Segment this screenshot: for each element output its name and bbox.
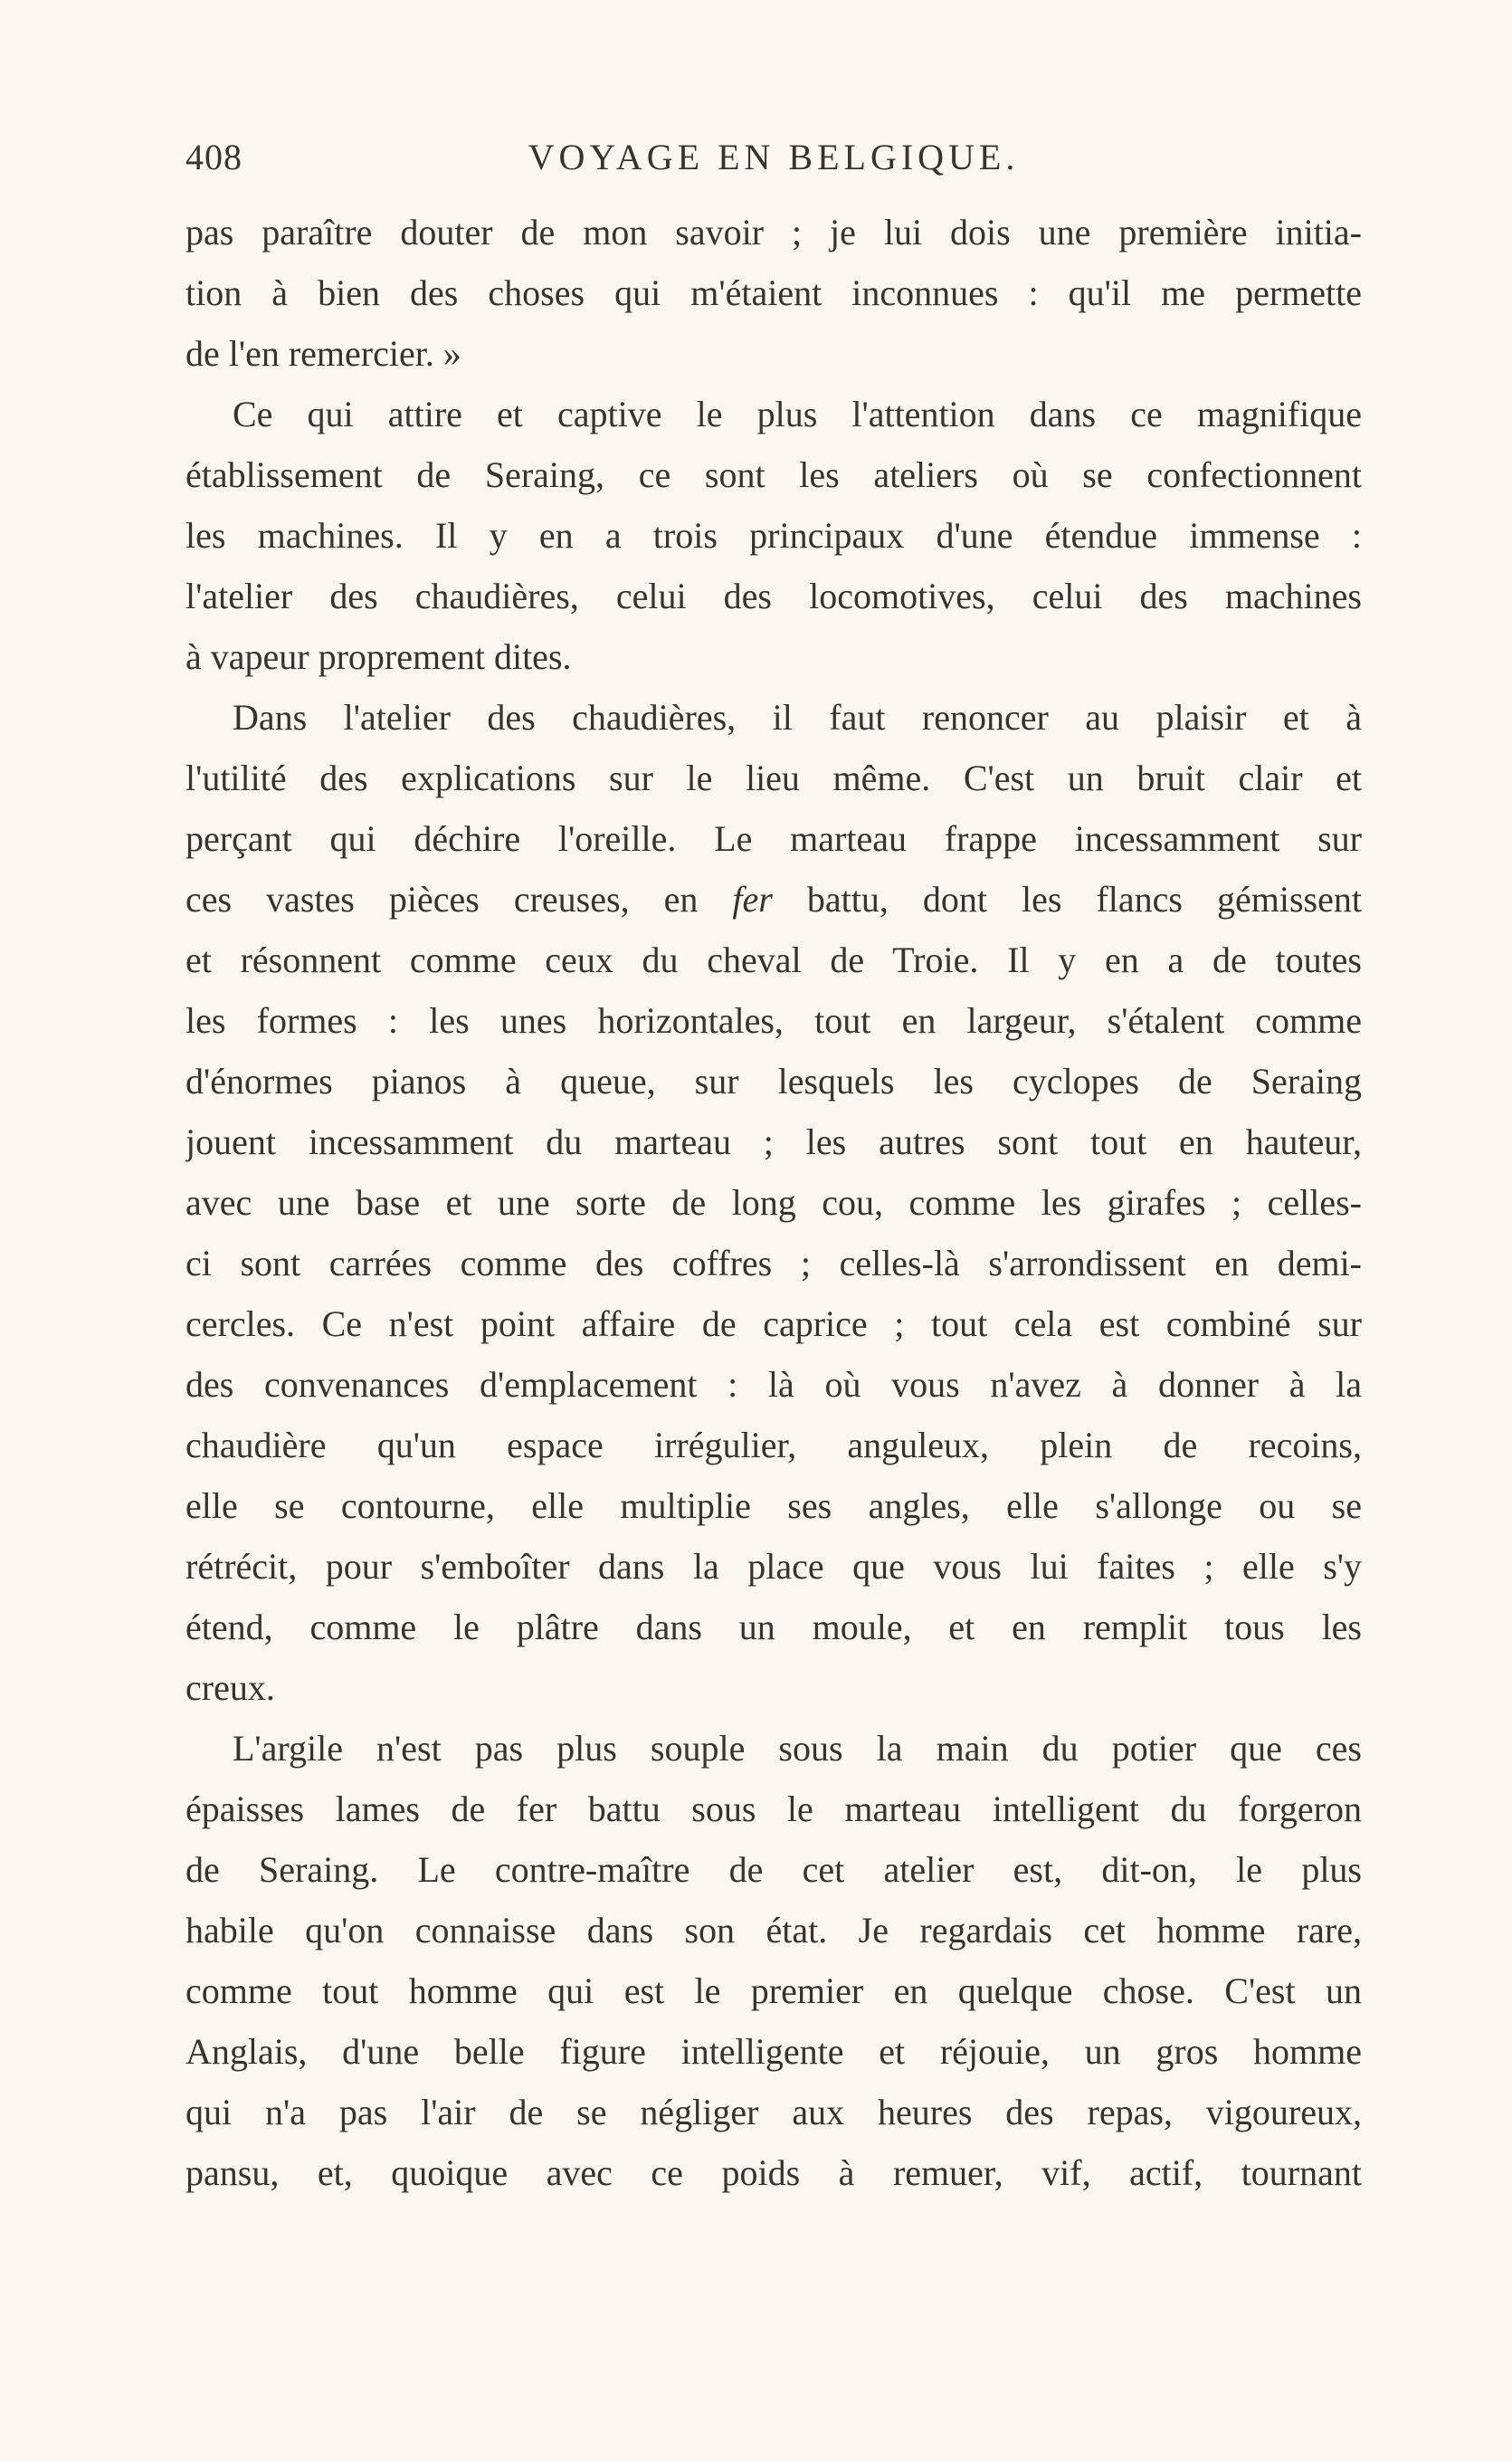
running-title: VOYAGE EN BELGIQUE. <box>528 137 1020 177</box>
text-line: pas paraître douter de mon savoir ; je lui dois une première initia- <box>185 212 1362 253</box>
text-line: pansu, et, quoique avec ce poids à remuer, vif, actif, tournant <box>185 2152 1362 2193</box>
text-line: L'argile n'est pas plus souple sous la main du potier que ces <box>233 1728 1362 1769</box>
text-line: étend, comme le plâtre dans un moule, et en remplit tous les <box>185 1607 1362 1647</box>
text-line: chaudière qu'un espace irrégulier, anguleux, plein de recoins, <box>185 1425 1362 1465</box>
text-line: elle se contourne, elle multiplie ses angles, elle s'allonge ou se <box>185 1485 1362 1526</box>
text-line: ci sont carrées comme des coffres ; celles-là s'arrondissent en demi- <box>185 1243 1362 1283</box>
text-line: les machines. Il y en a trois principaux d'une étendue immense : <box>185 515 1362 556</box>
text-line: Anglais, d'une belle figure intelligente et réjouie, un gros homme <box>185 2031 1362 2072</box>
text-line: qui n'a pas l'air de se négliger aux heures des repas, vigoureux, <box>185 2092 1362 2132</box>
page-header <box>185 136 1362 190</box>
text-line: de l'en remercier. » <box>185 333 461 374</box>
text-line: d'énormes pianos à queue, sur lesquels les cyclopes de Seraing <box>185 1061 1362 1102</box>
text-line: établissement de Seraing, ce sont les ateliers où se confectionnent <box>185 454 1362 495</box>
text-line: et résonnent comme ceux du cheval de Troie. Il y en a de toutes <box>185 940 1362 980</box>
text-line: l'atelier des chaudières, celui des locomotives, celui des machines <box>185 576 1362 616</box>
body-text <box>185 202 1362 2203</box>
text-line: habile qu'on connaisse dans son état. Je regardais cet homme rare, <box>185 1910 1362 1951</box>
text-line: épaisses lames de fer battu sous le marteau intelligent du forgeron <box>185 1789 1362 1829</box>
page-number: 408 <box>185 137 242 177</box>
text-line: tion à bien des choses qui m'étaient inconnues : qu'il me permette <box>185 272 1362 313</box>
text-segment: ces vastes pièces creuses, en <box>185 879 699 920</box>
text-line: perçant qui déchire l'oreille. Le marteau frappe incessamment sur <box>185 818 1362 859</box>
text-line: à vapeur proprement dites. <box>185 636 572 677</box>
text-line: des convenances d'emplacement : là où vous n'avez à donner à la <box>185 1364 1362 1405</box>
text-line: les formes : les unes horizontales, tout en largeur, s'étalent comme <box>185 1000 1362 1041</box>
text-line: jouent incessamment du marteau ; les autres sont tout en hauteur, <box>185 1121 1362 1162</box>
text-line: rétrécit, pour s'emboîter dans la place que vous lui faites ; elle s'y <box>185 1546 1362 1587</box>
text-line: l'utilité des explications sur le lieu même. C'est un bruit clair et <box>185 758 1362 798</box>
text-line-with-italic <box>185 869 1362 930</box>
text-segment: battu, dont les flancs gémissent <box>806 879 1362 920</box>
text-line: Ce qui attire et captive le plus l'attention dans ce magnifique <box>233 394 1362 434</box>
text-line: Dans l'atelier des chaudières, il faut renoncer au plaisir et à <box>233 697 1362 738</box>
text-line: creux. <box>185 1667 275 1708</box>
text-line: cercles. Ce n'est point affaire de caprice ; tout cela est combiné sur <box>185 1303 1362 1344</box>
italic-word: fer <box>732 879 773 920</box>
text-line: comme tout homme qui est le premier en quelque chose. C'est un <box>185 1970 1362 2011</box>
text-line: de Seraing. Le contre-maître de cet atelier est, dit-on, le plus <box>185 1849 1362 1890</box>
text-line: avec une base et une sorte de long cou, comme les girafes ; celles- <box>185 1182 1362 1223</box>
